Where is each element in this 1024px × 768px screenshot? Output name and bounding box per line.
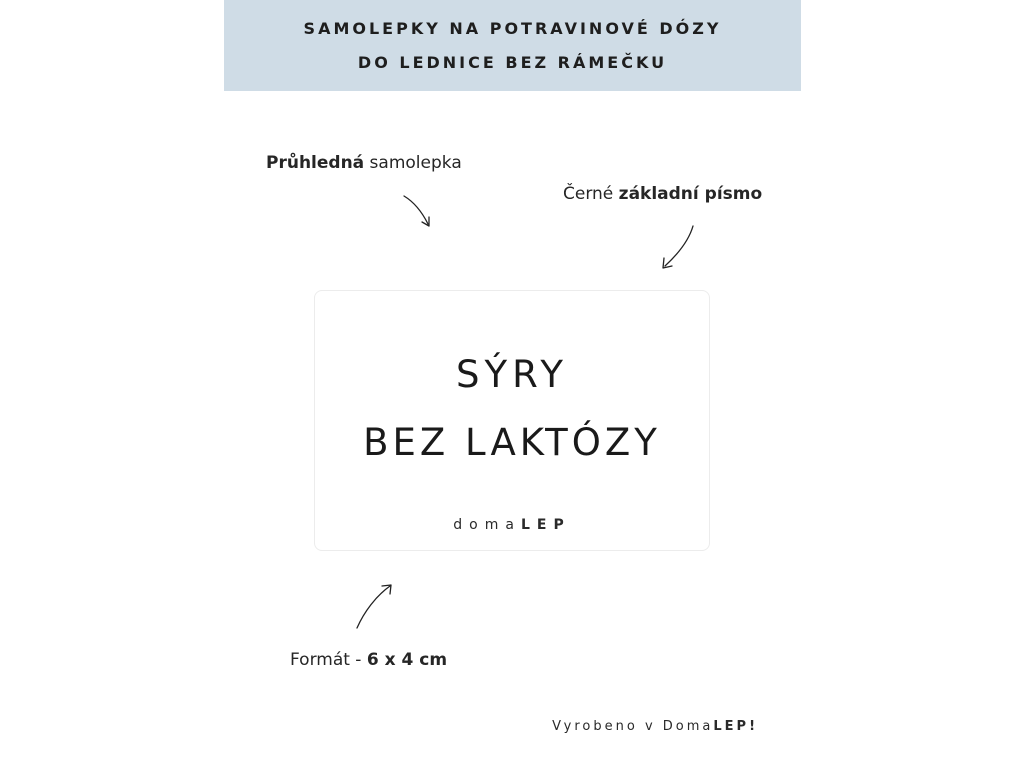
annotation-transparent-bold: Průhledná [266, 153, 365, 173]
annotation-format [290, 650, 447, 670]
sticker-brand-bold: LEP [520, 517, 571, 533]
sticker-line-1: SÝRY [455, 353, 569, 396]
banner-title-line-2: DO LEDNICE BEZ RÁMEČKU [357, 52, 668, 72]
banner-title-line-1: SAMOLEPKY NA POTRAVINOVÉ DÓZY [303, 18, 722, 38]
header-banner [224, 0, 801, 91]
annotation-format-bold: 6 x 4 cm [366, 650, 448, 670]
sticker-brand-regular: doma [453, 517, 521, 533]
footer-regular: Vyrobeno v Doma [552, 719, 714, 734]
sticker-line-2: BEZ LAKTÓZY [363, 421, 661, 464]
annotation-font-bold: základní písmo [618, 184, 763, 204]
annotation-transparent-rest: samolepka [364, 153, 462, 173]
annotation-transparent-sticker [266, 153, 462, 173]
sticker-preview [314, 290, 710, 551]
arrow-up-right-icon [350, 578, 398, 634]
arrow-down-right-icon [398, 190, 438, 232]
annotation-font-rest: Černé [563, 184, 619, 204]
footer-bold: LEP! [713, 719, 758, 734]
annotation-font [563, 184, 762, 204]
annotation-format-rest: Formát - [290, 650, 367, 670]
footer-made-by [552, 719, 758, 734]
sticker-brand-logo [315, 517, 709, 533]
arrow-down-left-icon [656, 220, 700, 274]
